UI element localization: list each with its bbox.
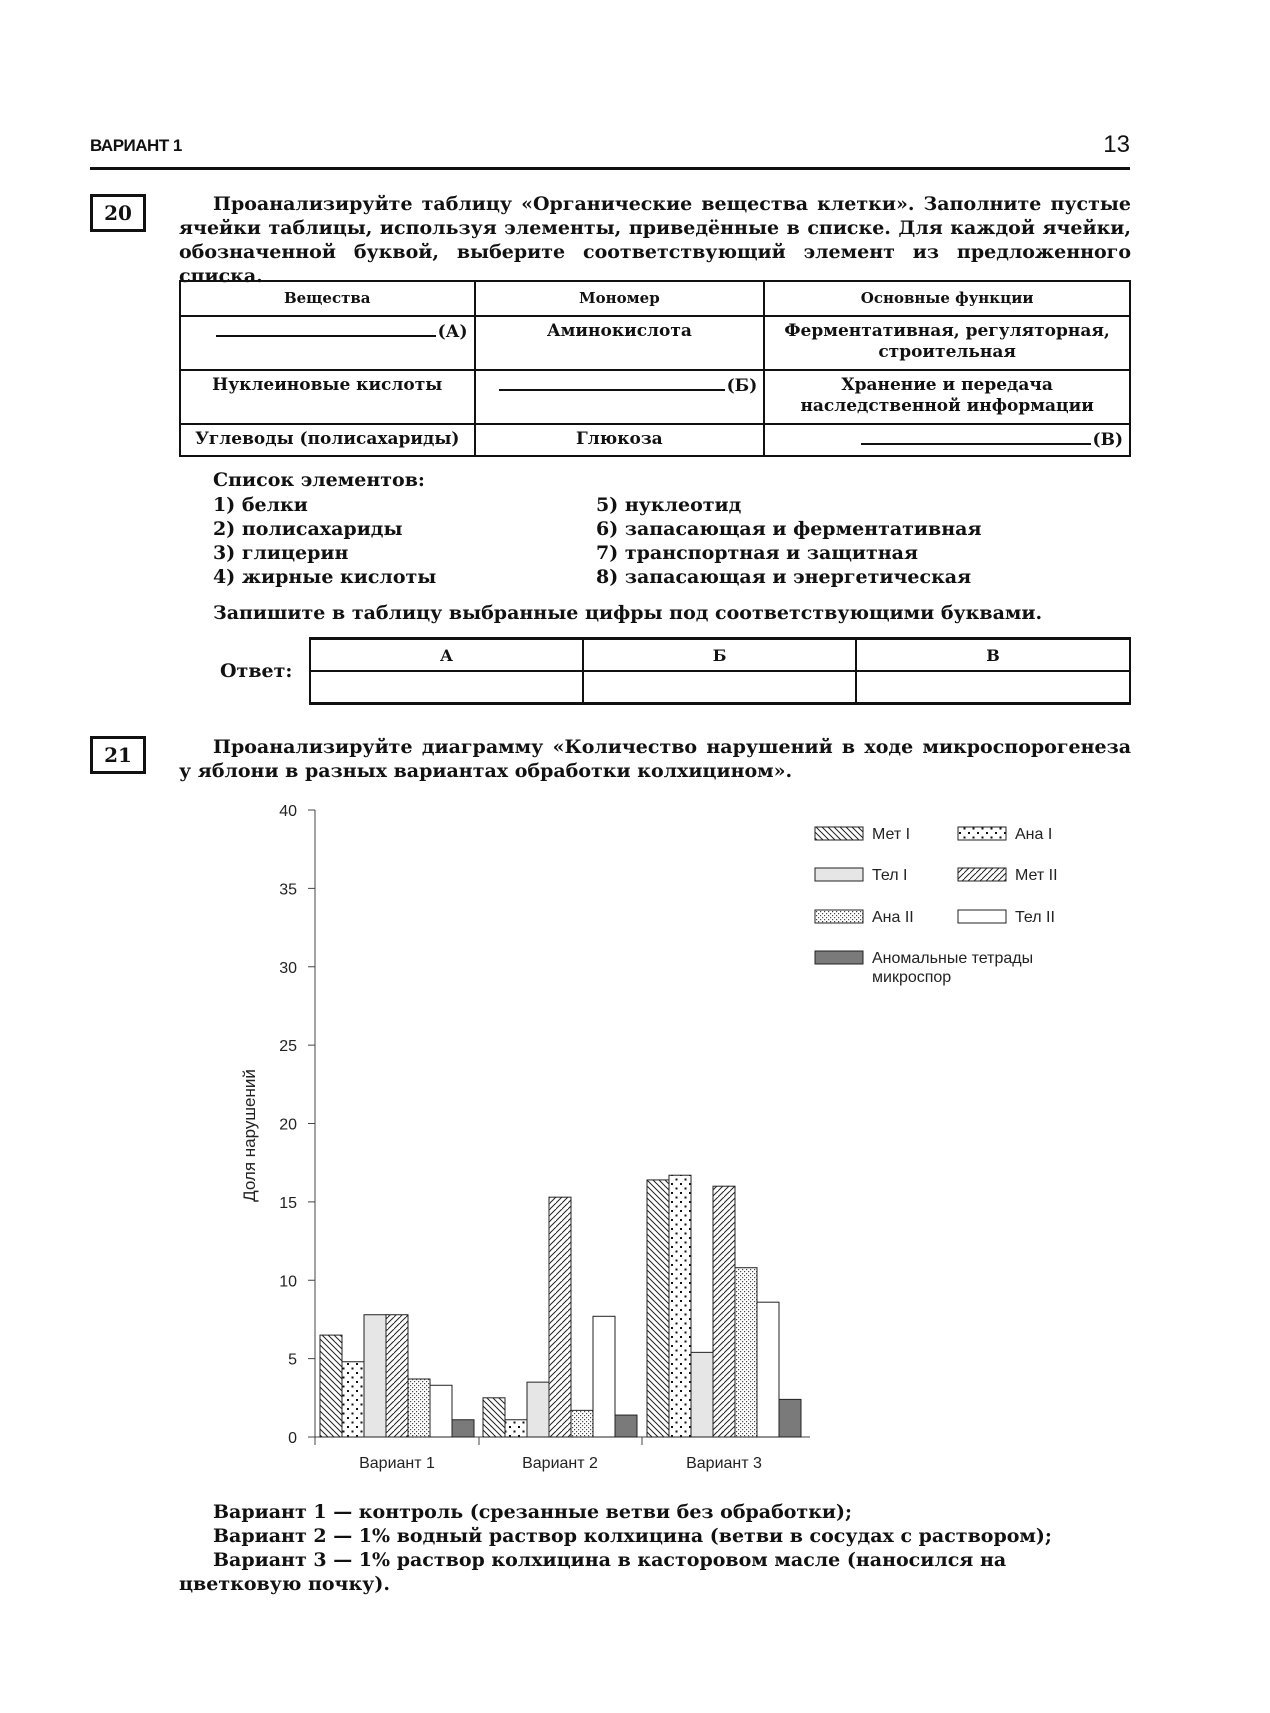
bar xyxy=(735,1268,757,1437)
bar xyxy=(342,1362,364,1437)
task20-prompt: Проанализируйте таблицу «Органические вещества клетки». Заполните пустые ячейки таблицы, используя элементы, приведённые в списке. Для каждой ячейки, обозначенной буквой, выберите соответствующий элемент из предложенного списка. xyxy=(179,193,1131,287)
legend-label: Ана I xyxy=(1015,826,1053,843)
section-title: ВАРИАНТ 1 xyxy=(90,136,182,155)
answer-header-row xyxy=(310,639,1130,672)
note-variant-3: Вариант 3 — 1% раствор колхицина в касторовом масле (наносился на цветковую почку). xyxy=(179,1549,1007,1595)
table-cell: Хранение и передача наследственной информации xyxy=(764,370,1130,424)
answer-table xyxy=(309,637,1131,705)
legend-swatch xyxy=(815,868,863,881)
task-number-21: 21 xyxy=(90,736,146,774)
x-category-label: Вариант 1 xyxy=(359,1455,435,1472)
bar xyxy=(505,1420,527,1437)
bar xyxy=(386,1315,408,1437)
task-number-20: 20 xyxy=(90,194,146,232)
table-row xyxy=(180,316,1130,370)
legend-label: Мет II xyxy=(1015,867,1058,884)
bar xyxy=(647,1180,669,1437)
answer-input-b[interactable] xyxy=(583,671,856,704)
note-variant-1: Вариант 1 — контроль (срезанные ветви без обработки); xyxy=(213,1501,853,1523)
header-substances: Вещества xyxy=(180,281,475,316)
bar xyxy=(364,1315,386,1437)
organic-substances-table xyxy=(179,280,1131,457)
legend-label: Мет I xyxy=(872,826,911,843)
elements-list-title: Список элементов: xyxy=(213,469,425,491)
table-row xyxy=(180,424,1130,456)
bar xyxy=(615,1415,637,1437)
bar xyxy=(757,1302,779,1437)
table-cell: Глюкоза xyxy=(475,424,765,456)
list-item: 2) полисахариды xyxy=(213,518,403,540)
y-tick-label: 30 xyxy=(279,959,297,977)
header-monomer: Мономер xyxy=(475,281,765,316)
bar xyxy=(713,1186,735,1437)
legend-label: Ана II xyxy=(872,909,914,926)
legend-swatch xyxy=(815,951,863,964)
bar xyxy=(320,1335,342,1437)
answer-instruction: Запишите в таблицу выбранные цифры под соответствующими буквами. xyxy=(213,602,1043,624)
list-item: 8) запасающая и энергетическая xyxy=(596,566,972,588)
header-divider xyxy=(90,167,1130,170)
answer-header-b: Б xyxy=(583,639,856,672)
bar xyxy=(691,1352,713,1437)
bar xyxy=(571,1410,593,1437)
y-tick-label: 25 xyxy=(279,1038,297,1056)
bar xyxy=(408,1379,430,1437)
y-tick-label: 40 xyxy=(279,803,297,820)
blank-cell-b[interactable]: (Б) xyxy=(475,370,765,424)
list-item: 6) запасающая и ферментативная xyxy=(596,518,982,540)
list-item: 4) жирные кислоты xyxy=(213,566,437,588)
list-item: 3) глицерин xyxy=(213,542,349,564)
task21-prompt: Проанализируйте диаграмму «Количество нарушений в ходе микроспорогенеза у яблони в разных вариантах обработки колхицином». xyxy=(179,736,1131,782)
bar xyxy=(527,1382,549,1437)
x-category-label: Вариант 2 xyxy=(522,1455,598,1472)
blank-cell-v[interactable]: (В) xyxy=(764,424,1130,456)
table-cell: Углеводы (полисахариды) xyxy=(180,424,475,456)
y-tick-label: 15 xyxy=(279,1194,297,1212)
legend-label: микроспор xyxy=(872,969,952,986)
legend-swatch xyxy=(958,910,1006,923)
answer-input-a[interactable] xyxy=(310,671,583,704)
blank-cell-a[interactable]: (А) xyxy=(180,316,475,370)
legend-label: Тел II xyxy=(1015,909,1055,926)
bar xyxy=(430,1385,452,1437)
list-item: 7) транспортная и защитная xyxy=(596,542,918,564)
legend-swatch xyxy=(815,910,863,923)
bar xyxy=(452,1420,474,1437)
list-item: 1) белки xyxy=(213,494,308,516)
answer-label: Ответ: xyxy=(220,660,293,682)
x-category-label: Вариант 3 xyxy=(686,1455,762,1472)
elements-list-left xyxy=(213,493,436,589)
y-tick-label: 35 xyxy=(279,881,297,899)
y-tick-label: 10 xyxy=(279,1273,297,1291)
bar xyxy=(593,1316,615,1437)
answer-header-v: В xyxy=(856,639,1130,672)
chart-canvas xyxy=(220,795,1120,1485)
table-cell: Нуклеиновые кислоты xyxy=(180,370,475,424)
bar xyxy=(483,1398,505,1437)
header-functions: Основные функции xyxy=(764,281,1130,316)
legend-swatch xyxy=(815,827,863,840)
legend-label: Аномальные тетрады xyxy=(872,950,1034,967)
variant-notes xyxy=(179,1500,1131,1596)
bar-chart xyxy=(220,795,1120,1489)
answer-input-row xyxy=(310,671,1130,704)
table-cell: Ферментативная, регуляторная, строительная xyxy=(764,316,1130,370)
table-row xyxy=(180,370,1130,424)
list-item: 5) нуклеотид xyxy=(596,494,742,516)
y-tick-label: 20 xyxy=(279,1116,297,1134)
page-number: 13 xyxy=(1103,131,1130,158)
y-axis-label: Доля нарушений xyxy=(240,1069,259,1202)
legend-swatch xyxy=(958,868,1006,881)
bar xyxy=(779,1399,801,1437)
bar xyxy=(549,1197,571,1437)
answer-header-a: А xyxy=(310,639,583,672)
y-tick-label: 5 xyxy=(288,1351,297,1369)
legend-label: Тел I xyxy=(872,867,908,884)
y-tick-label: 0 xyxy=(288,1430,297,1447)
answer-input-v[interactable] xyxy=(856,671,1130,704)
legend-swatch xyxy=(958,827,1006,840)
bar xyxy=(669,1175,691,1437)
note-variant-2: Вариант 2 — 1% водный раствор колхицина (ветви в сосудах с раствором); xyxy=(213,1525,1052,1547)
table-header-row xyxy=(180,281,1130,316)
elements-list-right xyxy=(596,493,981,589)
table-cell: Аминокислота xyxy=(475,316,765,370)
